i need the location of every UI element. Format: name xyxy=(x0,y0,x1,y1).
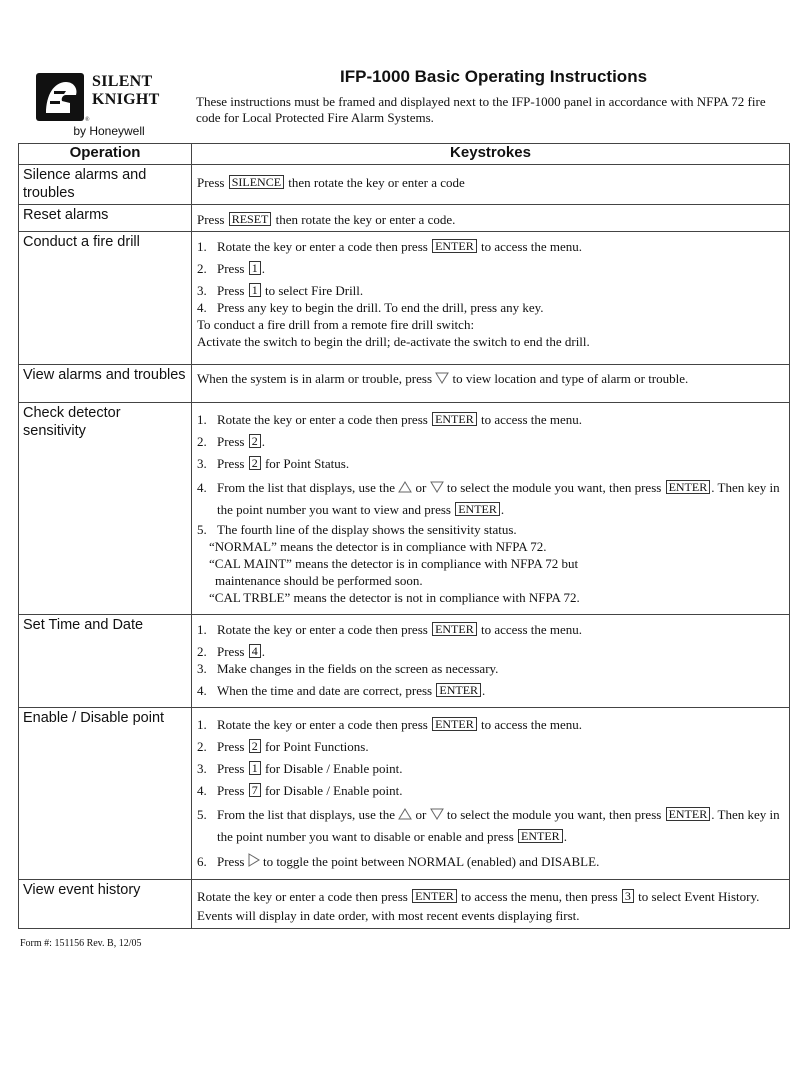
text: to access the menu, then press xyxy=(460,889,618,904)
text: Press xyxy=(217,261,245,276)
text: . xyxy=(563,829,567,844)
list-item xyxy=(197,282,783,299)
list-item xyxy=(197,521,783,538)
op-view: View alarms and troubles xyxy=(19,365,192,403)
step-number: 5. xyxy=(197,522,207,537)
logo-name xyxy=(92,73,172,109)
op-point: Enable / Disable point xyxy=(19,708,192,880)
text: or xyxy=(415,480,427,495)
key-enter: ENTER xyxy=(518,829,563,843)
table-header-row xyxy=(19,144,790,165)
text: Press xyxy=(217,739,245,754)
logo-by-honeywell: by Honeywell xyxy=(73,124,145,138)
ks-time xyxy=(192,615,790,708)
text: for Disable / Enable point. xyxy=(264,761,403,776)
list-item xyxy=(197,760,783,777)
text: Rotate the key or enter a code then press xyxy=(217,622,428,637)
page-title: IFP-1000 Basic Operating Instructions xyxy=(340,67,648,86)
ks-detector xyxy=(192,403,790,615)
text: to access the menu. xyxy=(480,239,583,254)
step-number: 1. xyxy=(197,412,207,427)
ks-drill xyxy=(192,232,790,365)
key-3: 3 xyxy=(622,889,634,903)
op-silence: Silence alarms and troubles xyxy=(19,165,192,205)
step-number: 2. xyxy=(197,261,207,276)
key-enter: ENTER xyxy=(432,239,477,253)
text: then rotate the key or enter a code. xyxy=(275,212,456,227)
text: Press xyxy=(217,783,245,798)
list-item xyxy=(197,411,783,428)
up-arrow-icon xyxy=(398,481,412,493)
row-reset xyxy=(19,205,790,232)
row-detector xyxy=(19,403,790,615)
ks-view xyxy=(192,365,790,403)
key-enter: ENTER xyxy=(666,480,711,494)
step-number: 3. xyxy=(197,761,207,776)
text: to access the menu. xyxy=(480,412,583,427)
status-cal-maint-cont: maintenance should be performed soon. xyxy=(215,573,423,588)
text: . xyxy=(482,683,486,698)
list-item xyxy=(197,853,783,870)
header-keystrokes: Keystrokes xyxy=(192,144,790,165)
text: to select the module you want, then press xyxy=(446,807,662,822)
row-silence xyxy=(19,165,790,205)
form-number-footer: Form #: 151156 Rev. B, 12/05 xyxy=(20,938,142,949)
key-2: 2 xyxy=(249,434,261,448)
text: . xyxy=(500,502,505,517)
logo-name-line1: SILENT xyxy=(92,73,153,90)
text: to select the module you want, then press xyxy=(446,480,662,495)
key-1: 1 xyxy=(249,283,261,297)
list-item xyxy=(197,643,783,660)
text: Press xyxy=(217,761,245,776)
list-item xyxy=(197,682,783,699)
key-1: 1 xyxy=(249,761,261,775)
text: Press any key to begin the drill. To end the drill, press any key. xyxy=(217,300,544,315)
key-1: 1 xyxy=(249,261,261,275)
text: Press xyxy=(197,212,225,227)
status-normal: “NORMAL” means the detector is in compliance with NFPA 72. xyxy=(209,539,547,554)
key-7: 7 xyxy=(249,783,261,797)
text: . xyxy=(261,644,265,659)
text: for Point Status. xyxy=(264,456,350,471)
text: to view location and type of alarm or trouble. xyxy=(452,371,689,386)
text: When the system is in alarm or trouble, press xyxy=(197,371,433,386)
key-enter: ENTER xyxy=(432,412,477,426)
row-drill xyxy=(19,232,790,365)
text: Press xyxy=(217,283,245,298)
step-number: 2. xyxy=(197,644,207,659)
key-enter: ENTER xyxy=(666,807,711,821)
text: Rotate the key or enter a code then press xyxy=(197,889,408,904)
list-item xyxy=(197,433,783,450)
text: Rotate the key or enter a code then press xyxy=(217,412,428,427)
list-item xyxy=(197,299,783,316)
key-2: 2 xyxy=(249,456,261,470)
text: Press xyxy=(217,854,245,869)
text: Press xyxy=(217,456,245,471)
text: The fourth line of the display shows the sensitivity status. xyxy=(217,522,517,537)
key-enter: ENTER xyxy=(432,717,477,731)
list-item xyxy=(197,238,783,255)
text: Press xyxy=(217,644,245,659)
remote-drill-note: To conduct a fire drill from a remote fire drill switch: xyxy=(197,317,475,332)
op-history: View event history xyxy=(19,880,192,929)
step-number: 1. xyxy=(197,239,207,254)
text: to select Fire Drill. xyxy=(264,283,364,298)
list-item xyxy=(197,621,783,638)
key-enter: ENTER xyxy=(412,889,457,903)
status-cal-maint: “CAL MAINT” means the detector is in compliance with NFPA 72 but xyxy=(209,556,579,571)
down-arrow-icon xyxy=(430,808,444,820)
op-reset: Reset alarms xyxy=(19,205,192,232)
text: to select Event History. Events will display in date order, with most recent events displaying first. xyxy=(197,889,760,923)
text: Make changes in the fields on the screen as necessary. xyxy=(217,661,499,676)
text: From the list that displays, use the xyxy=(217,480,396,495)
list-item xyxy=(197,716,783,733)
step-number: 3. xyxy=(197,283,207,298)
registered-mark: ® xyxy=(85,117,90,123)
ks-point xyxy=(192,708,790,880)
down-arrow-icon xyxy=(435,372,449,384)
step-number: 6. xyxy=(197,854,207,869)
text: Rotate the key or enter a code then press xyxy=(217,239,428,254)
key-silence: SILENCE xyxy=(229,175,284,189)
step-number: 4. xyxy=(197,300,207,315)
ks-reset xyxy=(192,205,790,232)
text: . xyxy=(261,261,265,276)
text: . xyxy=(261,434,265,449)
list-item xyxy=(197,477,783,521)
up-arrow-icon xyxy=(398,808,412,820)
op-drill: Conduct a fire drill xyxy=(19,232,192,365)
remote-drill-note: Activate the switch to begin the drill; de-activate the switch to end the drill. xyxy=(197,334,590,349)
status-cal-trble: “CAL TRBLE” means the detector is not in compliance with NFPA 72. xyxy=(209,590,580,605)
key-reset: RESET xyxy=(229,212,272,226)
step-number: 2. xyxy=(197,739,207,754)
step-number: 3. xyxy=(197,456,207,471)
right-arrow-icon xyxy=(248,853,260,867)
text: Press xyxy=(197,175,225,190)
row-view xyxy=(19,365,790,403)
step-number: 1. xyxy=(197,717,207,732)
key-enter: ENTER xyxy=(436,683,481,697)
text: then rotate the key or enter a code xyxy=(288,175,465,190)
text: for Point Functions. xyxy=(264,739,369,754)
ks-silence xyxy=(192,165,790,205)
header-operation: Operation xyxy=(19,144,192,165)
intro-text: These instructions must be framed and displayed next to the IFP-1000 panel in accordance with NFPA 72 fire code for Local Protected Fire Alarm Systems. xyxy=(196,94,766,125)
step-number: 4. xyxy=(197,683,207,698)
step-number: 1. xyxy=(197,622,207,637)
step-number: 2. xyxy=(197,434,207,449)
list-item xyxy=(197,738,783,755)
step-number: 4. xyxy=(197,480,207,495)
instructions-table xyxy=(18,143,790,929)
text: From the list that displays, use the xyxy=(217,807,396,822)
text: to access the menu. xyxy=(480,717,583,732)
knight-helmet-logo-icon xyxy=(36,73,84,121)
list-item xyxy=(197,455,783,472)
text: . Then key in the point number you want to disable or enable and press xyxy=(217,807,780,844)
step-number: 3. xyxy=(197,661,207,676)
row-point xyxy=(19,708,790,880)
step-number: 4. xyxy=(197,783,207,798)
text: Rotate the key or enter a code then press xyxy=(217,717,428,732)
op-time: Set Time and Date xyxy=(19,615,192,708)
op-detector: Check detector sensitivity xyxy=(19,403,192,615)
step-number: 5. xyxy=(197,807,207,822)
key-enter: ENTER xyxy=(432,622,477,636)
row-history xyxy=(19,880,790,929)
text: . Then key in the point number you want to view and press xyxy=(217,480,780,517)
text: Press xyxy=(217,434,245,449)
list-item xyxy=(197,660,783,677)
key-enter: ENTER xyxy=(455,502,500,516)
text: or xyxy=(415,807,427,822)
list-item xyxy=(197,260,783,277)
key-4: 4 xyxy=(249,644,261,658)
logo-name-line2: KNIGHT xyxy=(92,91,160,108)
key-2: 2 xyxy=(249,739,261,753)
list-item xyxy=(197,804,783,848)
text: to toggle the point between NORMAL (enabled) and DISABLE. xyxy=(262,854,600,869)
row-time xyxy=(19,615,790,708)
ks-history xyxy=(192,880,790,929)
text: for Disable / Enable point. xyxy=(264,783,403,798)
text: to access the menu. xyxy=(480,622,583,637)
down-arrow-icon xyxy=(430,481,444,493)
list-item xyxy=(197,782,783,799)
text: When the time and date are correct, press xyxy=(217,683,433,698)
